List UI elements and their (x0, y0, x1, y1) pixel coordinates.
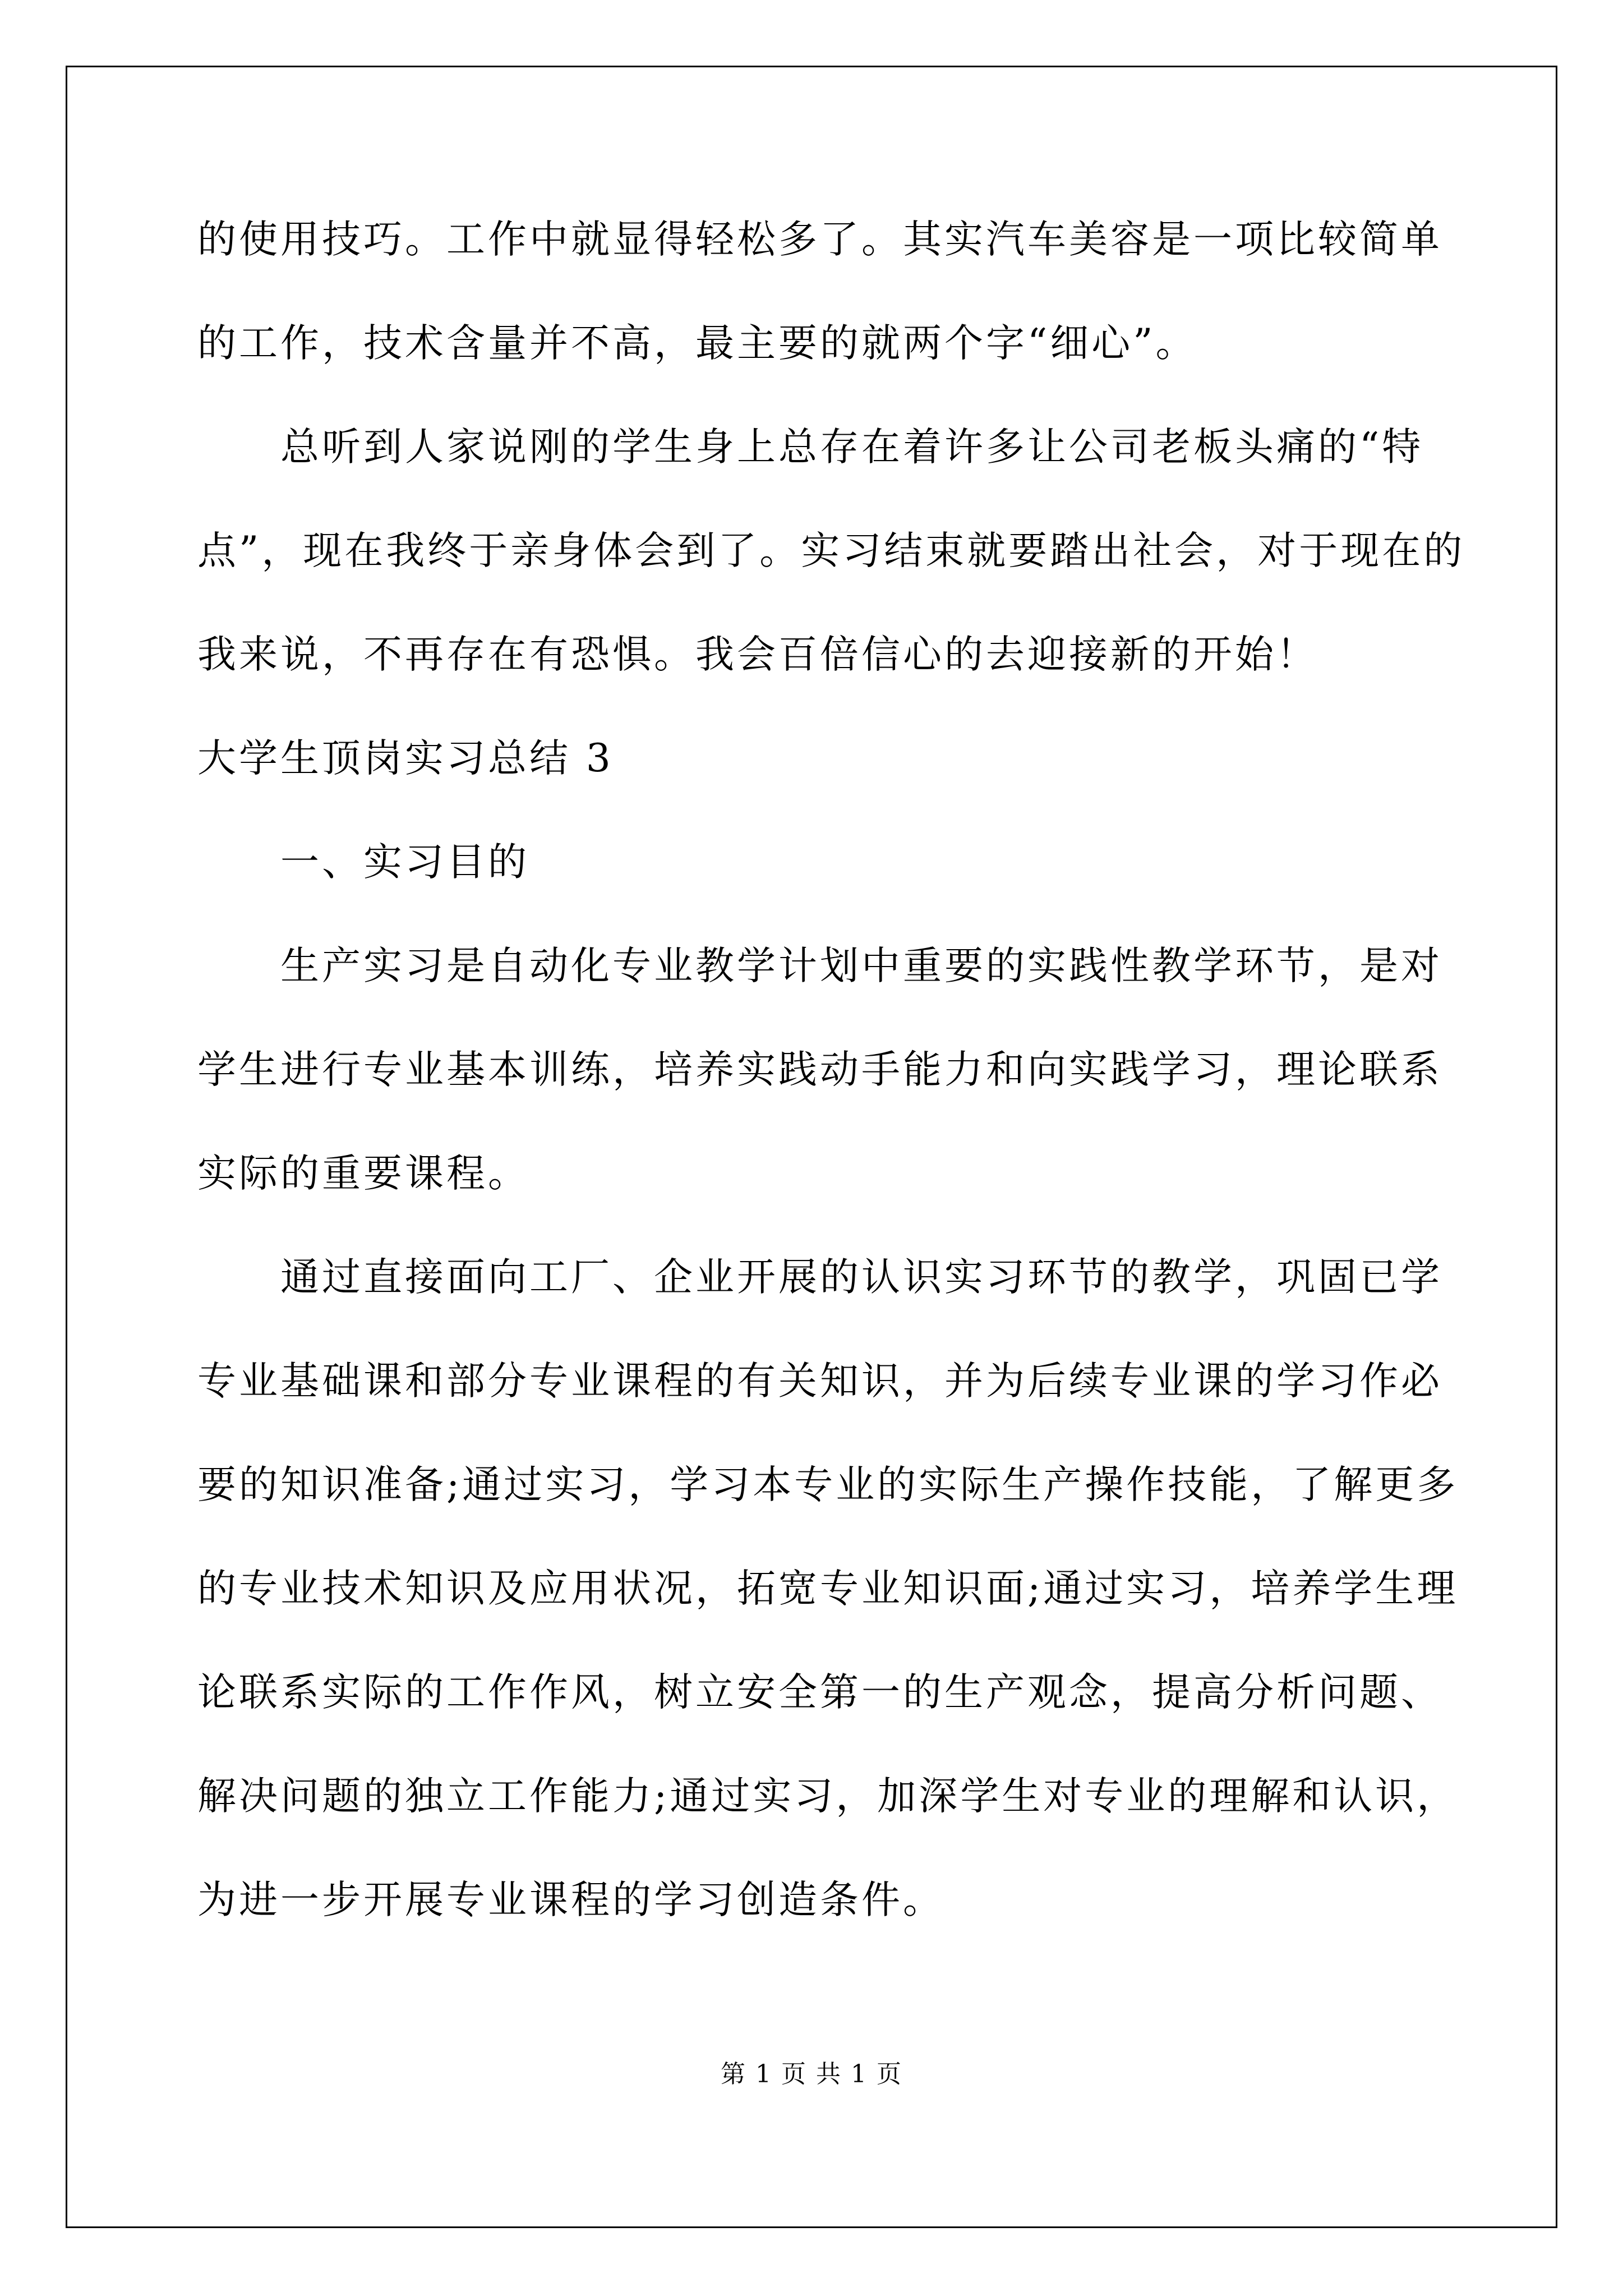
paragraph-line: 点”，现在我终于亲身体会到了。实习结束就要踏出社会，对于现在的 (197, 528, 1465, 573)
paragraph-line: 通过直接面向工厂、企业开展的认识实习环节的教学，巩固已学 (280, 1255, 1442, 1300)
paragraph-line: 论联系实际的工作作风，树立安全第一的生产观念，提高分析问题、 (197, 1670, 1442, 1715)
paragraph-line: 的使用技巧。工作中就显得轻松多了。其实汽车美容是一项比较简单 (197, 217, 1442, 262)
paragraph-line: 为进一步开展专业课程的学习创造条件。 (197, 1878, 944, 1922)
paragraph-line: 的专业技术知识及应用状况，拓宽专业知识面;通过实习，培养学生理 (197, 1566, 1459, 1611)
paragraph-line: 总听到人家说刚的学生身上总存在着许多让公司老板头痛的“特 (280, 425, 1424, 470)
page-number-footer: 第 1 页 共 1 页 (721, 2060, 902, 2088)
paragraph-line: 要的知识准备;通过实习，学习本专业的实际生产操作技能，了解更多 (197, 1462, 1459, 1507)
paragraph-line: 我来说，不再存在有恐惧。我会百倍信心的去迎接新的开始！ (197, 632, 1318, 677)
paragraph-line: 生产实习是自动化专业教学计划中重要的实践性教学环节，是对 (280, 944, 1442, 988)
paragraph-line: 学生进行专业基本训练，培养实践动手能力和向实践学习，理论联系 (197, 1047, 1442, 1092)
paragraph-line: 实际的重要课程。 (197, 1151, 529, 1196)
paragraph-line: 解决问题的独立工作能力;通过实习，加深学生对专业的理解和认识， (197, 1774, 1459, 1819)
document-body (197, 213, 1465, 1926)
paragraph-line: 的工作，技术含量并不高，最主要的就两个字“细心”。 (197, 321, 1197, 366)
subsection-heading: 一、实习目的 (280, 840, 529, 885)
section-heading: 大学生顶岗实习总结 3 (197, 736, 614, 781)
paragraph-line: 专业基础课和部分专业课程的有关知识，并为后续专业课的学习作必 (197, 1359, 1442, 1404)
